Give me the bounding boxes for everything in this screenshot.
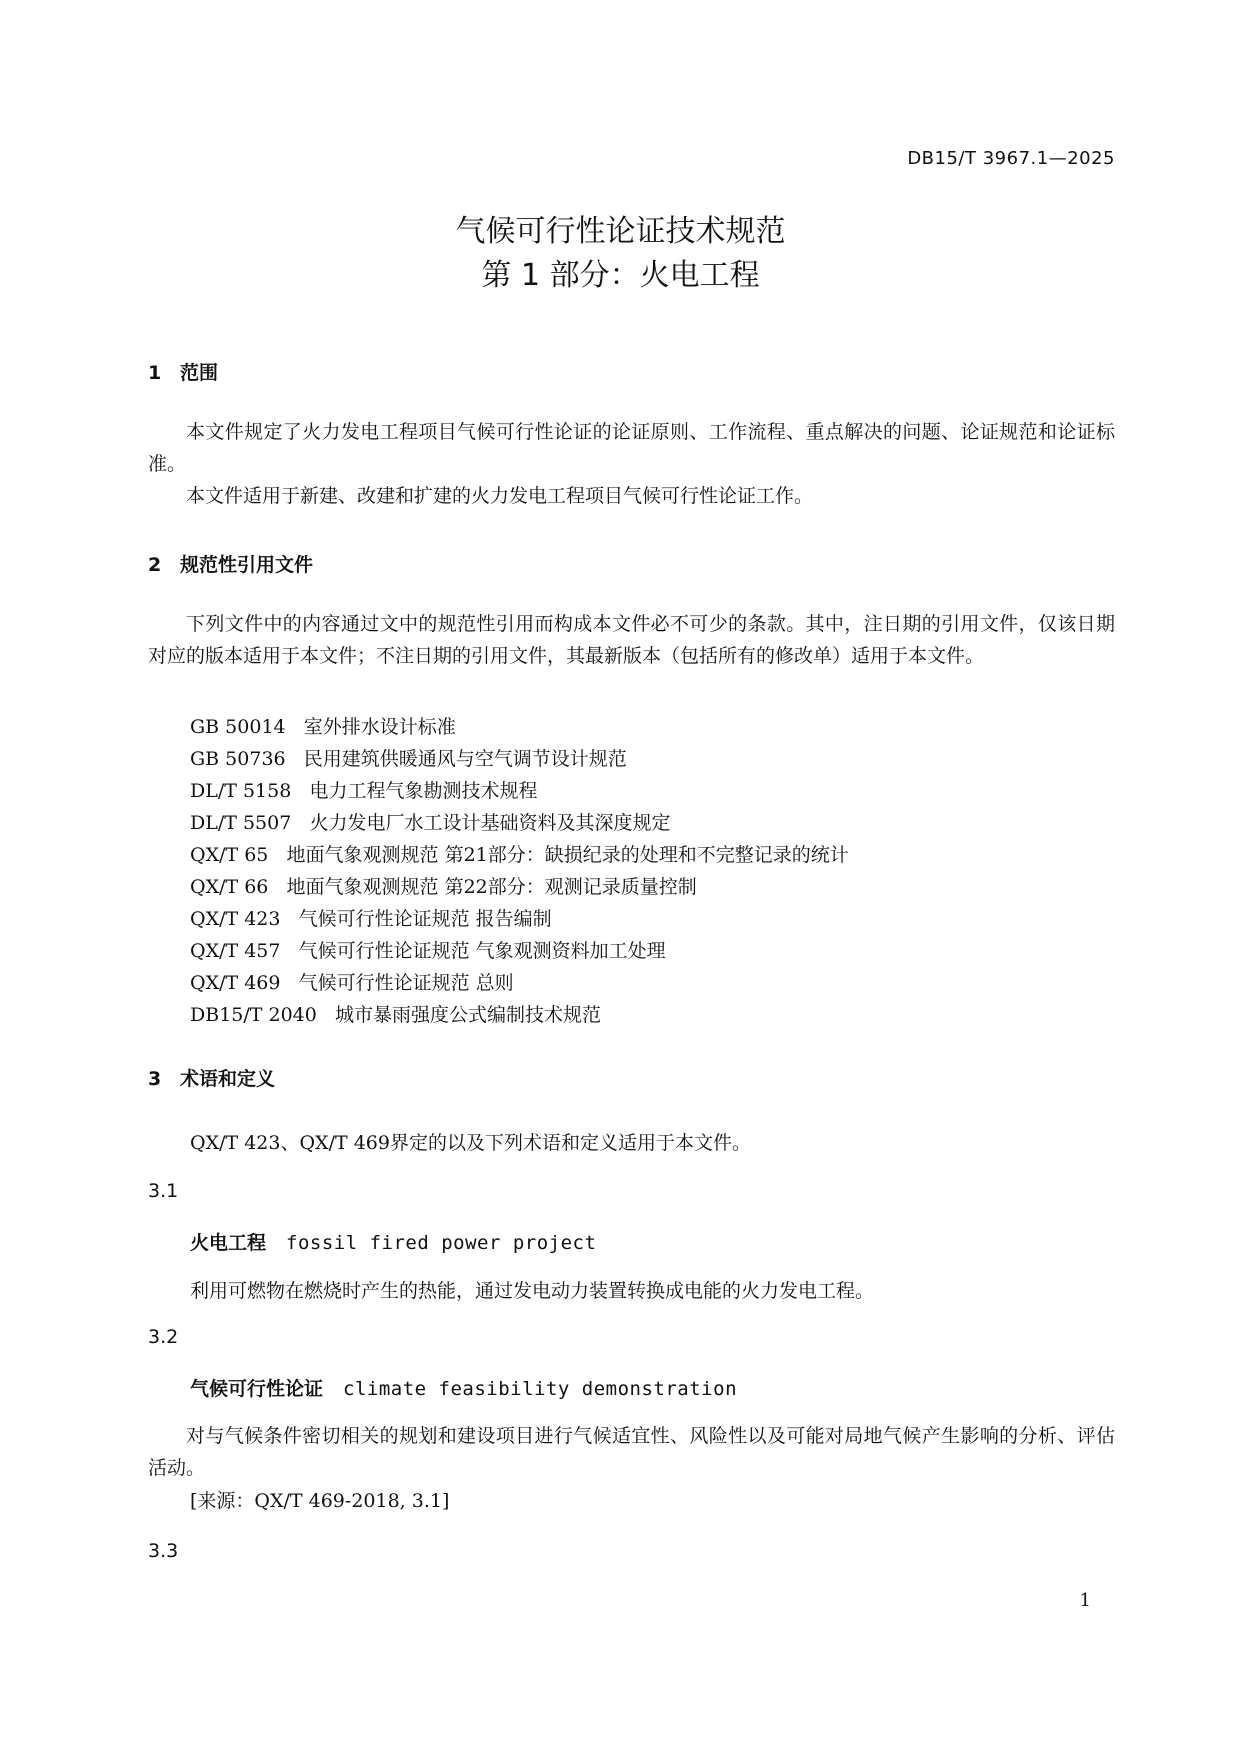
section-1-paragraph-2: 本文件适用于新建、改建和扩建的火力发电工程项目气候可行性论证工作。 [186, 485, 814, 507]
section-3-intro: QX/T 423、QX/T 469界定的以及下列术语和定义适用于本文件。 [190, 1132, 751, 1154]
reference-item: QX/T 66 地面气象观测规范 第22部分：观测记录质量控制 [190, 876, 697, 898]
page-number: 1 [1079, 1590, 1091, 1611]
section-1-paragraph-1: 本文件规定了火力发电工程项目气候可行性论证的论证原则、工作流程、重点解决的问题、论证规范和论证标准。 [148, 421, 1115, 475]
section-title: 范围 [180, 362, 219, 384]
section-1-heading [148, 358, 218, 385]
term-3-1-definition: 利用可燃物在燃烧时产生的热能，通过发电动力装置转换成电能的火力发电工程。 [190, 1280, 875, 1302]
section-number: 1 [148, 362, 162, 384]
reference-item: GB 50014 室外排水设计标准 [190, 716, 456, 738]
reference-item: QX/T 469 气候可行性论证规范 总则 [190, 972, 514, 994]
reference-item: QX/T 457 气候可行性论证规范 气象观测资料加工处理 [190, 940, 666, 962]
section-2-intro: 下列文件中的内容通过文中的规范性引用而构成本文件必不可少的条款。其中，注日期的引用文件，仅该日期对应的版本适用于本文件；不注日期的引用文件，其最新版本（包括所有的修改单）适用于本文件。 [148, 613, 1115, 667]
clause-3-3-number: 3.3 [148, 1540, 179, 1562]
term-zh: 气候可行性论证 [190, 1378, 324, 1400]
term-en: fossil fired power project [286, 1232, 597, 1254]
reference-item: DL/T 5507 火力发电厂水工设计基础资料及其深度规定 [190, 812, 671, 834]
reference-item: GB 50736 民用建筑供暖通风与空气调节设计规范 [190, 748, 627, 770]
clause-3-1-number: 3.1 [148, 1180, 179, 1202]
reference-item: QX/T 423 气候可行性论证规范 报告编制 [190, 908, 552, 930]
document-title: 气候可行性论证技术规范 [455, 214, 786, 249]
section-2-heading [148, 550, 313, 577]
section-title: 规范性引用文件 [180, 554, 314, 576]
reference-item: DB15/T 2040 城市暴雨强度公式编制技术规范 [190, 1004, 601, 1026]
term-zh: 火电工程 [190, 1232, 267, 1254]
term-3-2 [190, 1374, 737, 1401]
term-3-1 [190, 1228, 596, 1255]
reference-item: DL/T 5158 电力工程气象勘测技术规程 [190, 780, 538, 802]
section-number: 2 [148, 554, 162, 576]
reference-item: QX/T 65 地面气象观测规范 第21部分：缺损纪录的处理和不完整记录的统计 [190, 844, 849, 866]
term-en: climate feasibility demonstration [343, 1378, 738, 1400]
document-subtitle: 第 1 部分：火电工程 [481, 258, 760, 293]
section-3-heading [148, 1064, 275, 1091]
section-title: 术语和定义 [180, 1068, 276, 1090]
standard-number: DB15/T 3967.1—2025 [907, 148, 1115, 169]
term-3-2-source: [来源：QX/T 469-2018, 3.1] [190, 1490, 450, 1512]
term-3-2-definition: 对与气候条件密切相关的规划和建设项目进行气候适宜性、风险性以及可能对局地气候产生影响的分析、评估活动。 [148, 1425, 1115, 1479]
section-number: 3 [148, 1068, 162, 1090]
clause-3-2-number: 3.2 [148, 1326, 179, 1348]
